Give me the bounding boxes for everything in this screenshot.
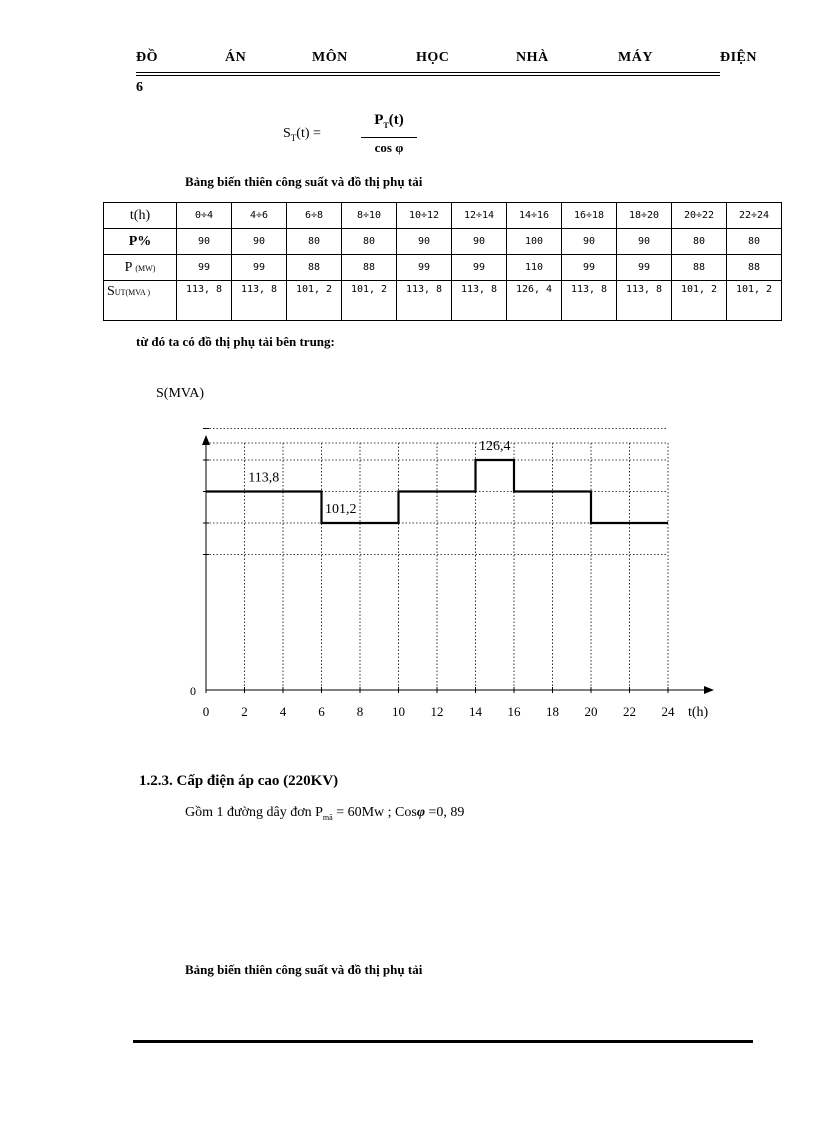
table-cell: 113, 8 [397,281,452,321]
header-word: ĐỒ [136,50,158,65]
power-subscript: mã [322,812,333,822]
y-axis-arrow-icon [202,435,210,445]
x-tick-label: 16 [507,704,521,719]
header-rule [136,75,720,76]
table-cell: 101, 2 [672,281,727,321]
data-label: 126,4 [479,439,511,454]
table-cell: 99 [232,255,287,281]
row-header-label: P [124,259,136,275]
table-cell: 12÷14 [452,203,507,229]
table-cell: 6÷8 [287,203,342,229]
row-header [104,255,177,281]
row-header: P% [104,229,177,255]
table-cell: 4÷6 [232,203,287,229]
header-word: MÁY [618,50,653,65]
table-cell: 110 [507,255,562,281]
chart-grid [203,429,668,694]
data-label: 101,2 [325,502,357,517]
footer-rule [133,1040,753,1043]
table-cell: 18÷20 [617,203,672,229]
header-word: NHÀ [516,50,549,65]
table-cell: 14÷16 [507,203,562,229]
table-cell: 90 [177,229,232,255]
row-header-unit: UT(MVA ) [114,288,150,297]
x-tick-label: 8 [356,704,364,719]
x-axis-label: t(h) [688,705,709,720]
table-cell: 101, 2 [727,281,782,321]
table-row [104,203,782,229]
formula-denominator: cos φ [374,140,404,155]
line-description-text: Gồm 1 đường dây đơn P [185,805,323,820]
chart-annotations [248,439,510,517]
x-tick-label: 24 [661,704,675,719]
line-description-text: =0, 89 [425,805,465,820]
chart-intro-text: từ đó ta có đồ thị phụ tải bên trung: [136,334,335,349]
table-cell: 88 [672,255,727,281]
formula-numerator: P [374,112,384,128]
table-cell: 80 [672,229,727,255]
header-word: HỌC [416,50,450,65]
table-cell: 126, 4 [507,281,562,321]
data-label: 113,8 [248,470,280,486]
table-cell: 90 [617,229,672,255]
x-tick-label: 4 [279,704,287,719]
table-cell: 101, 2 [287,281,342,321]
line-description [185,805,464,822]
table-cell: 90 [232,229,287,255]
x-axis-arrow-icon [704,686,714,694]
table-cell: 20÷22 [672,203,727,229]
row-header-label: S [107,284,115,299]
table-cell: 80 [287,229,342,255]
row-header [104,281,177,321]
table-cell: 88 [342,255,397,281]
table-cell: 99 [452,255,507,281]
table-cell: 90 [397,229,452,255]
table-row [104,281,782,321]
table-cell: 99 [397,255,452,281]
x-tick-label: 18 [546,704,559,719]
table-cell: 113, 8 [232,281,287,321]
table-cell: 22÷24 [727,203,782,229]
table-cell: 90 [452,229,507,255]
table-cell: 113, 8 [617,281,672,321]
section-heading: 1.2.3. Cấp điện áp cao (220KV) [139,773,339,789]
formula-lhs-arg: (t) = [296,126,321,141]
fraction-bar [361,137,417,138]
x-tick-label: 10 [392,704,405,719]
table-cell: 99 [617,255,672,281]
table-cell: 101, 2 [342,281,397,321]
table-cell: 8÷10 [342,203,397,229]
header-word: ĐIỆN [720,50,758,65]
formula-numerator-sub: T [383,121,389,130]
table-cell: 10÷12 [397,203,452,229]
table-cell: 80 [342,229,397,255]
table-cell: 16÷18 [562,203,617,229]
line-description-text: = 60Mw ; Cos [332,805,417,820]
table-cell: 99 [177,255,232,281]
row-header: t(h) [104,203,177,229]
formula-lhs-sub: T [290,132,297,143]
table-row [104,255,782,281]
x-tick-label: 2 [241,704,248,719]
table-row [104,229,782,255]
table-cell: 99 [562,255,617,281]
table-caption: Bảng biến thiên công suất và đồ thị phụ tải [185,962,423,977]
formula-numerator-arg: (t) [388,112,404,128]
header-word: MÔN [312,50,348,65]
load-table [103,202,782,321]
x-tick-label: 12 [430,704,444,719]
row-header-unit: (MW) [135,263,156,273]
table-cell: 113, 8 [562,281,617,321]
x-tick-label: 0 [202,704,210,719]
table-cell: 88 [727,255,782,281]
header-word: ÁN [225,50,247,65]
x-tick-labels [203,704,675,719]
phi-symbol: φ [416,805,426,820]
page-number: 6 [136,80,143,95]
header-rule [136,72,720,73]
table-cell: 80 [727,229,782,255]
table-cell: 90 [562,229,617,255]
y-tick-label: 0 [190,684,196,698]
table-cell: 0÷4 [177,203,232,229]
table-cell: 100 [507,229,562,255]
x-tick-label: 20 [584,704,598,719]
x-tick-label: 6 [318,704,325,719]
y-axis-label: S(MVA) [156,386,204,401]
table-caption: Bảng biến thiên công suất và đồ thị phụ tải [185,174,423,189]
formula-st [283,112,423,162]
table-cell: 113, 8 [177,281,232,321]
load-chart [140,375,740,725]
x-tick-label: 22 [623,704,636,719]
formula-lhs: S [283,126,291,141]
table-cell: 88 [287,255,342,281]
table-cell: 113, 8 [452,281,507,321]
x-tick-label: 14 [469,704,482,719]
